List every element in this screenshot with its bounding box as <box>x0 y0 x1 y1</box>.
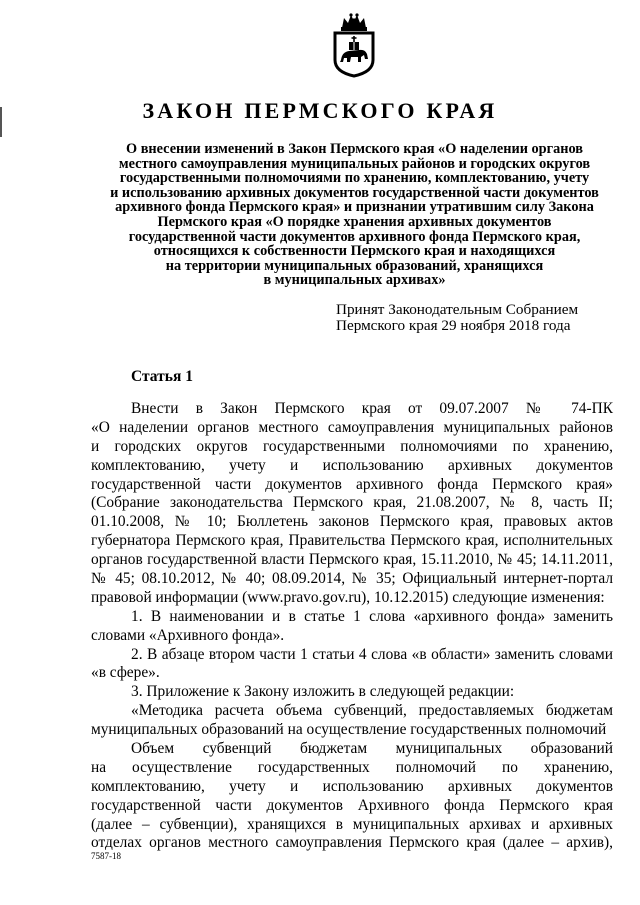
body-line: комплектованию, учету и использованию архивных документов <box>91 456 613 474</box>
body-line: муниципальных образований на осуществление государственных полномочий <box>91 721 607 739</box>
perm-krai-coat-of-arms-icon <box>330 12 378 78</box>
subtitle-line: и использованию архивных документов государственной части документов <box>110 184 599 201</box>
subtitle-line: местного самоуправления муниципальных районов и городских округов <box>118 155 591 172</box>
law-title: ЗАКОН ПЕРМСКОГО КРАЯ <box>142 98 498 123</box>
body-line: (Собрание законодательства Пермского края, 21.08.2007, № 8, часть II; <box>91 494 613 512</box>
body-line: «Методика расчета объема субвенций, предоставляемых бюджетам <box>131 702 613 720</box>
body-line: № 45; 08.10.2012, № 40; 08.09.2014, № 35; Официальный интернет-портал <box>91 570 613 588</box>
body-line: комплектованию, учету и использованию архивных документов <box>91 777 613 795</box>
body-line: государственной части документов Архивного фонда Пермского края <box>91 796 613 814</box>
subtitle-line: относящихся к собственности Пермского края и находящихся <box>153 243 556 260</box>
subtitle-line: государственными полномочиями по хранению, комплектованию, учету <box>119 170 590 187</box>
document-code: 7587-18 <box>91 851 121 861</box>
adoption-note <box>336 302 626 333</box>
body-line: (далее – субвенции), хранящихся в муниципальных архивах и архивных <box>91 815 613 833</box>
body-line: словами «Архивного фонда». <box>91 626 285 644</box>
body-line: отделах органов местного самоуправления Пермского края (далее – архив), <box>91 834 613 852</box>
body-line: 2. В абзаце втором части 1 статьи 4 слова «в области» заменить словами <box>131 645 613 663</box>
body-line: органов государственной власти Пермского края, 15.11.2010, № 45; 14.11.2011, <box>91 551 613 569</box>
body-line: Внести в Закон Пермского края от 09.07.2007 № 74-ПК <box>131 400 613 417</box>
subtitle-line: в муниципальных архивах» <box>263 272 446 289</box>
body-line: государственной части документов архивного фонда Пермского края» <box>91 475 613 493</box>
article-body <box>91 400 613 853</box>
body-line: 01.10.2008, № 10; Бюллетень законов Пермского края, правовых актов <box>91 513 613 531</box>
subtitle-line: государственной части документов архивного фонда Пермского края, <box>128 228 581 245</box>
subtitle-line: на территории муниципальных образований, хранящихся <box>165 257 544 274</box>
subtitle-line: О внесении изменений в Закон Пермского края «О наделении органов <box>126 141 583 157</box>
body-line: на осуществление государственных полномочий по хранению, <box>91 758 613 776</box>
subtitle-line: архивного фонда Пермского края» и признании утратившим силу Закона <box>115 199 594 216</box>
adoption-line: Пермского края 29 ноября 2018 года <box>336 316 571 334</box>
adoption-line: Принят Законодательным Собранием <box>336 301 579 318</box>
article-heading: Статья 1 <box>131 368 193 385</box>
body-line: 3. Приложение к Закону изложить в следующей редакции: <box>131 683 515 701</box>
body-line: правовой информации (www.pravo.gov.ru), 10.12.2015) следующие изменения: <box>91 588 605 606</box>
body-line: и городских округов государственными полномочиями по хранению, <box>91 437 613 455</box>
body-line: губернатора Пермского края, Правительства Пермского края, исполнительных <box>91 532 613 550</box>
body-line: 1. В наименовании и в статье 1 слова «архивного фонда» заменить <box>131 607 613 625</box>
subtitle-line: Пермского края «О порядке хранения архивных документов <box>157 213 552 230</box>
law-subtitle <box>92 142 617 288</box>
body-line: «в сфере». <box>91 664 160 682</box>
body-line: «О наделении органов местного самоуправления муниципальных районов <box>91 418 613 436</box>
body-line: Объем субвенций бюджетам муниципальных образований <box>131 740 613 758</box>
